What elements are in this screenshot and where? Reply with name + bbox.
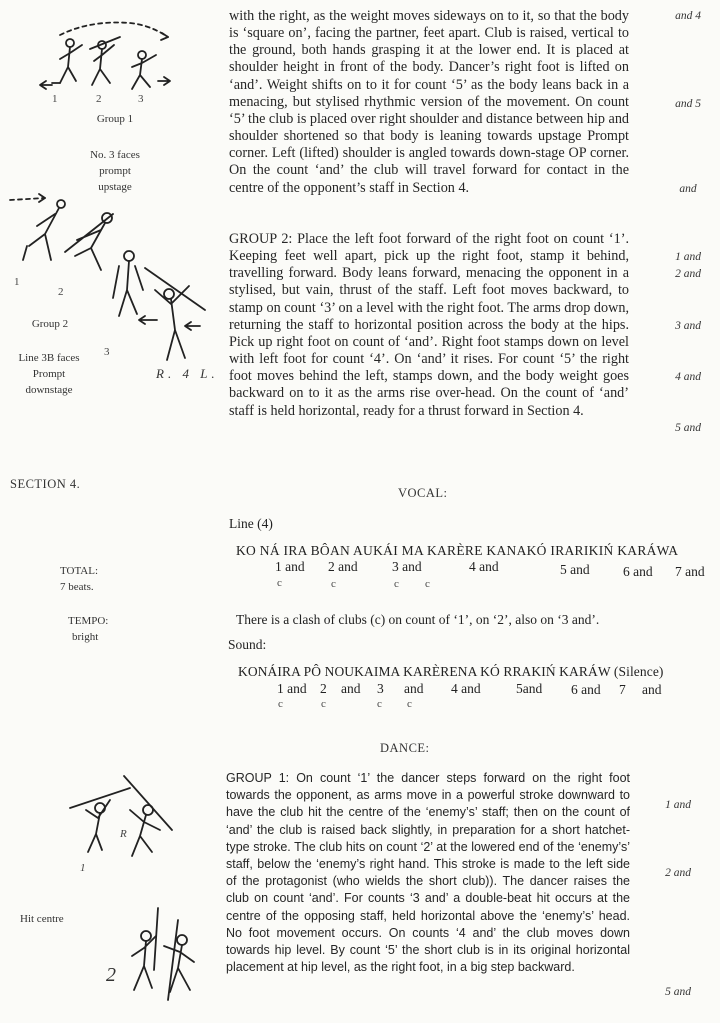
count: 2 and (328, 559, 358, 574)
sound-count: 4 and (451, 681, 481, 696)
tempo-label: TEMPO: (68, 615, 109, 627)
clash-mark: c (425, 578, 430, 590)
clash-mark: c (321, 698, 326, 710)
g1-number: 1 (52, 93, 58, 105)
sound-count: 2 (320, 681, 327, 696)
g2-number: 2 (58, 286, 64, 298)
clash-mark: c (407, 698, 412, 710)
label-line3b-line3: downstage (25, 384, 73, 396)
g2-number: 3 (104, 346, 110, 358)
clash-mark: c (377, 698, 382, 710)
section-4-title: SECTION 4. (10, 477, 81, 491)
sketch-dance-hit-centre (112, 900, 222, 1010)
count-marker: 2 and (665, 867, 691, 879)
count: 4 and (469, 559, 499, 574)
count-marker: 2 and (675, 268, 701, 280)
count-marker: 1 and (665, 799, 691, 811)
label-line3b-line2: Prompt (32, 368, 66, 380)
clash-mark: c (331, 578, 336, 590)
count-marker: 4 and (675, 371, 701, 383)
count: 6 and (623, 564, 653, 579)
sound-lyric-line: KONÁIRA PÔ NOUKAIMA KARÈRENA KÓ RRAKIŃ KARÁW (Silence) (238, 664, 664, 679)
count-marker: and 5 (675, 98, 701, 110)
sound-count: and (341, 681, 361, 696)
count-marker: 5 and (665, 986, 691, 998)
line-label: Line (4) (229, 516, 273, 531)
sound-count: 1 and (277, 681, 307, 696)
clash-mark: c (394, 578, 399, 590)
label-no3-line1: No. 3 faces (90, 149, 140, 161)
g2-right-label: R. 4 L. (156, 366, 219, 381)
total-label: TOTAL: (60, 565, 99, 577)
count-marker: 5 and (675, 422, 701, 434)
dance-heading: DANCE: (380, 741, 430, 755)
total-value: 7 beats. (60, 581, 94, 593)
clash-mark: c (277, 577, 282, 589)
label-no3-line3: upstage (98, 181, 132, 193)
sound-count: 3 (377, 681, 384, 696)
paragraph-group1-continued: with the right, as the weight moves sideways on to it, so that the body is ‘square on’, facing the partner, feet apart. Club is raised, vertical to the ground, both hands grasping it at the lower end. It is placed at shoulder height in front of the body. Dancer’s right foot is lifted on ‘and’. Weight shifts on to it for count ‘5’ as the body leans back in a menacing, but stylised rhythmic version of the movement. On count ‘5’ the club is placed over right shoulder and distance between hip and shoulder shortened so that body is leaning towards upstage Prompt corner. Left (lifted) shoulder is angled towards down-stage OP corner. On the count ‘and’ the club will travel forward for contact in the centre of the opponent’s staff in Section 4. (229, 8, 630, 196)
label-group1: Group 1 (96, 113, 134, 125)
vocal-lyric-line: KO NÁ IRA BÔAN AUKÁI MA KARÈRE KANAKÓ IRARIKIŃ KARÁWA (236, 543, 679, 558)
d-number-one: 1 (80, 862, 86, 874)
d-number-two: 2 (106, 964, 116, 986)
count-marker: 1 and (675, 251, 701, 263)
count-marker: and (679, 183, 697, 195)
clash-note: There is a clash of clubs (c) on count of ‘1’, on ‘2’, also on ‘3 and’. (236, 612, 600, 627)
sound-count: 5and (516, 681, 543, 696)
g2-number: 1 (14, 276, 20, 288)
label-no3-line2: prompt (99, 165, 131, 177)
sound-count: and (642, 682, 662, 697)
vocal-heading: VOCAL: (398, 486, 448, 500)
clash-mark: c (278, 698, 283, 710)
sketch-dance-stroke (60, 770, 180, 870)
g1-number: 3 (138, 93, 144, 105)
count: 3 and (392, 559, 422, 574)
count: 7 and (675, 564, 705, 579)
sound-count: 7 (619, 682, 626, 697)
paragraph-group2: GROUP 2: Place the left foot forward of the right foot on count ‘1’. Keeping feet well apart, pick up the right foot, stamp it behind, travelling forward. Body leans forward, menacing the opponent in a stylised, but vain, thrust of the staff. Left foot moves backward, to stamp on count ‘3’ on a level with the right foot. The arms drop down, returning the staff to horizontal position across the body at the hips. Pick up right foot on count of ‘and’. Right foot stamps down on level with left foot for count ‘4’. On ‘and’ it rises. For count ‘5’ the right foot moves behind the left, stamps down, and the body weight goes backward on to it as the arms rise over-head. On the count of ‘and’ staff is held horizontal, ready for a thrust forward in Section 4. (229, 231, 629, 419)
paragraph-dance-group1: GROUP 1: On count ‘1’ the dancer steps forward on the right foot towards the opponent, as arms move in a powerful stroke downward to have the club hit the centre of the ‘enemy’s’ staff; then on the count of ‘and’ the club is raised back slightly, in preparation for a short hatchet-type stroke. The club hits on count ‘2’ at the lowered end of the ‘enemy’s’ staff, below the ‘enemy’s right hand. This stroke is made to the left side of the protagonist (who wields the short club)). The dancer raises the club on count ‘and’. For counts ‘3 and’ a double-beat hit occurs at the centre of the opposing staff, held horizontal above the ‘enemy’s’ head. No foot movement occurs. On counts ‘4 and’ the club moves down towards hip level. By count ‘5’ the short club is in its original horizontal placement at hip level, as the right foot, in a big step backward. (226, 771, 630, 975)
sketch-group2-dancers (5, 190, 220, 380)
count-marker: 3 and (675, 320, 701, 332)
count: 5 and (560, 562, 590, 577)
sound-label: Sound: (228, 637, 267, 652)
g1-number: 2 (96, 93, 102, 105)
label-line3b-line1: Line 3B faces (18, 352, 80, 364)
count-marker: and 4 (675, 10, 701, 22)
label-group2: Group 2 (31, 318, 69, 330)
d-letter-r: R (120, 828, 127, 840)
label-hit-centre: Hit centre (20, 913, 64, 925)
tempo-value: bright (72, 631, 99, 643)
count: 1 and (275, 559, 305, 574)
sound-count: and (404, 681, 424, 696)
sound-count: 6 and (571, 682, 601, 697)
